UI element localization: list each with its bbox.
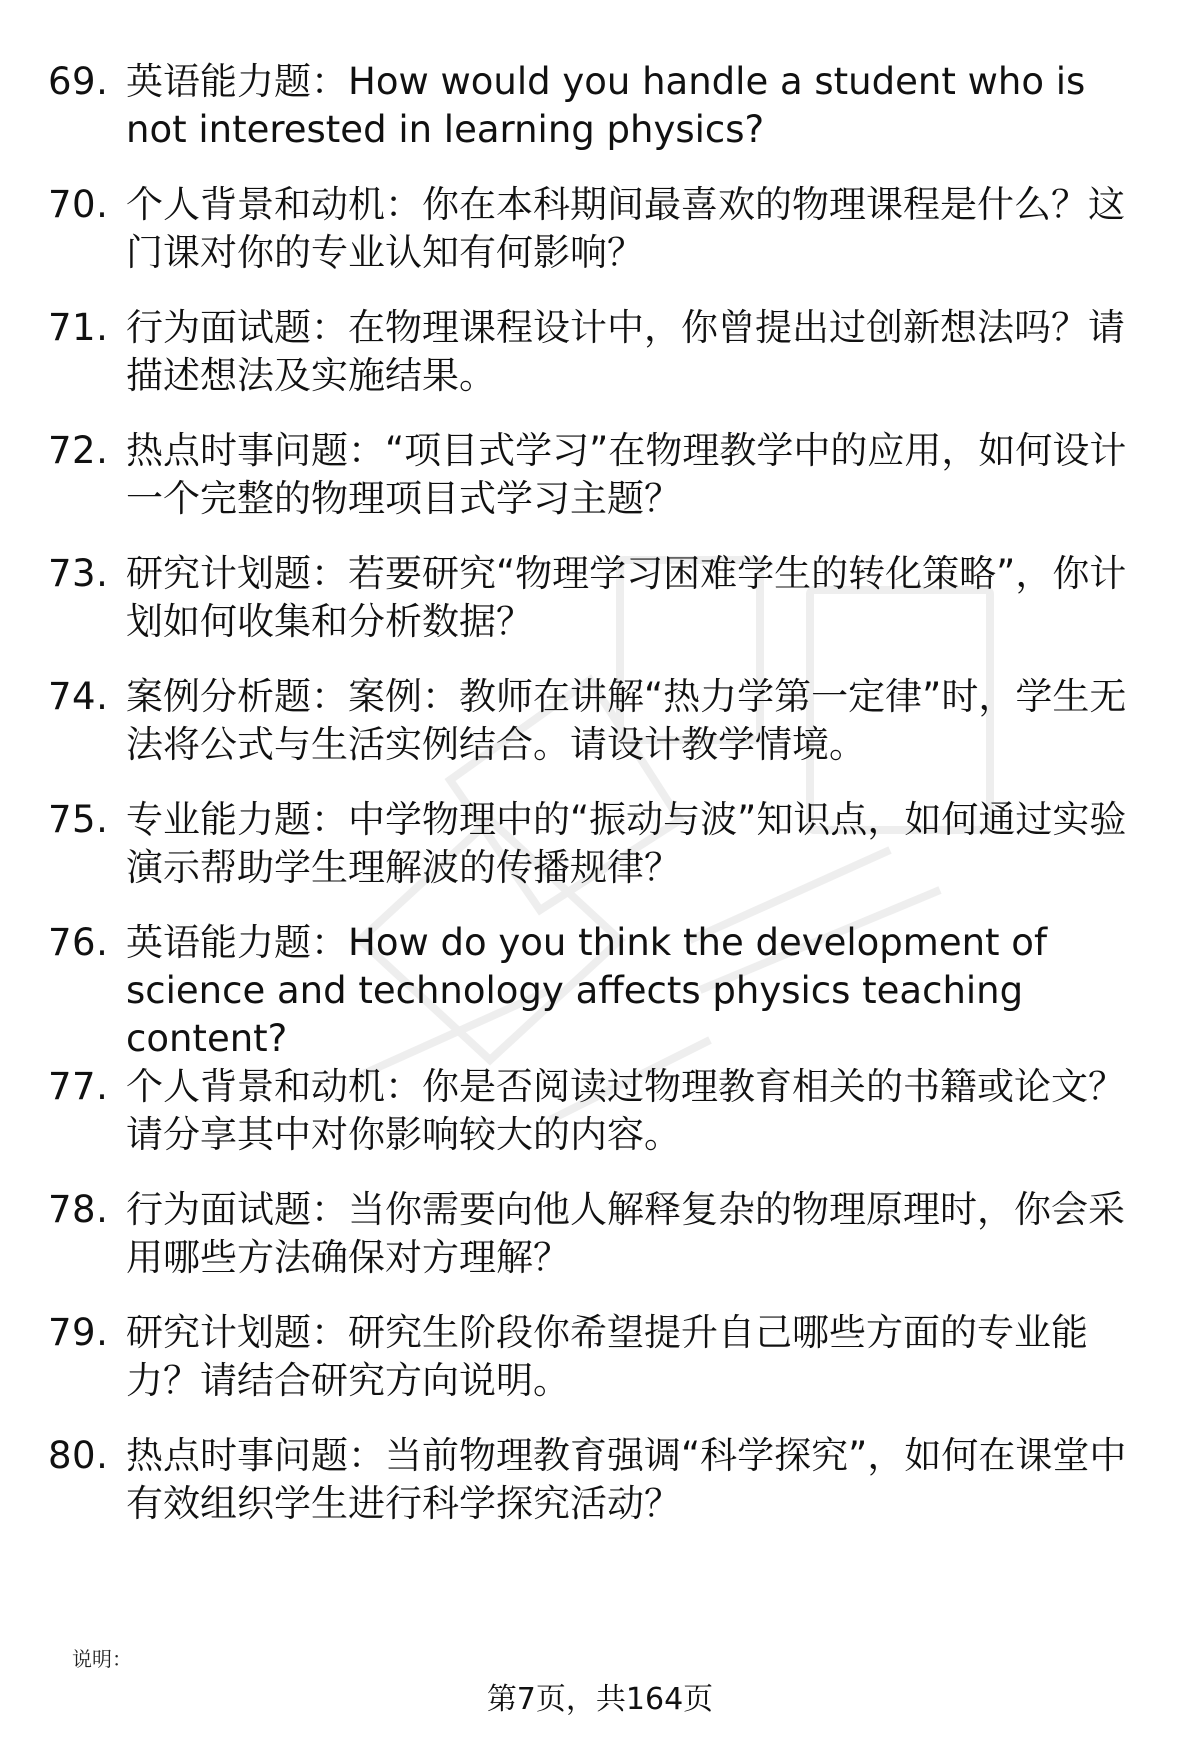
question-number: 79. [48,1311,109,1354]
note-label: 说明： [72,1647,132,1671]
question-number: 76. [48,921,109,964]
question-number: 73. [48,552,109,595]
question-text: 专业能力题：中学物理中的“振动与波”知识点，如何通过实验演示帮助学生理解波的传播规律？ [126,798,1127,889]
question-text: 个人背景和动机：你在本科期间最喜欢的物理课程是什么？这门课对你的专业认知有何影响？ [126,183,1125,274]
question-text: 案例分析题：案例：教师在讲解“热力学第一定律”时，学生无法将公式与生活实例结合。请设计教学情境。 [126,675,1127,766]
question-item [48,1063,1138,1186]
question-text: 热点时事问题：当前物理教育强调“科学探究”，如何在课堂中有效组织学生进行科学探究活动？ [126,1434,1127,1525]
question-text: 行为面试题：当你需要向他人解释复杂的物理原理时，你会采用哪些方法确保对方理解？ [126,1188,1125,1279]
question-text: 研究计划题：研究生阶段你希望提升自己哪些方面的专业能力？请结合研究方向说明。 [126,1311,1088,1402]
question-text: 热点时事问题：“项目式学习”在物理教学中的应用，如何设计一个完整的物理项目式学习主题？ [126,429,1127,520]
question-number: 75. [48,798,109,841]
question-number: 80. [48,1434,109,1477]
question-number: 78. [48,1188,109,1231]
question-number: 69. [48,60,109,103]
question-item [48,1432,1138,1555]
question-text: 研究计划题：若要研究“物理学习困难学生的转化策略”，你计划如何收集和分析数据？ [126,552,1127,643]
question-number: 74. [48,675,109,718]
question-number: 71. [48,306,109,349]
question-item [48,1186,1138,1309]
question-text: 英语能力题：How would you handle a student who is not interested in learning physics? [126,60,1086,151]
question-number: 72. [48,429,109,472]
page-footer: 第7页，共164页 [486,1682,714,1717]
question-item [48,1309,1138,1432]
question-item [48,919,1138,1063]
question-number: 77. [48,1065,109,1108]
question-item [48,58,1138,181]
question-text: 英语能力题：How do you think the development of science and technology affects physics teaching content? [126,921,1047,1060]
question-item [48,427,1138,550]
question-item [48,550,1138,673]
question-item [48,796,1138,919]
question-text: 行为面试题：在物理课程设计中，你曾提出过创新想法吗？请描述想法及实施结果。 [126,306,1125,397]
question-item [48,304,1138,427]
question-item [48,673,1138,796]
question-list [48,58,1138,1555]
question-item [48,181,1138,304]
question-text: 个人背景和动机：你是否阅读过物理教育相关的书籍或论文？请分享其中对你影响较大的内容。 [126,1065,1125,1156]
question-number: 70. [48,183,109,226]
